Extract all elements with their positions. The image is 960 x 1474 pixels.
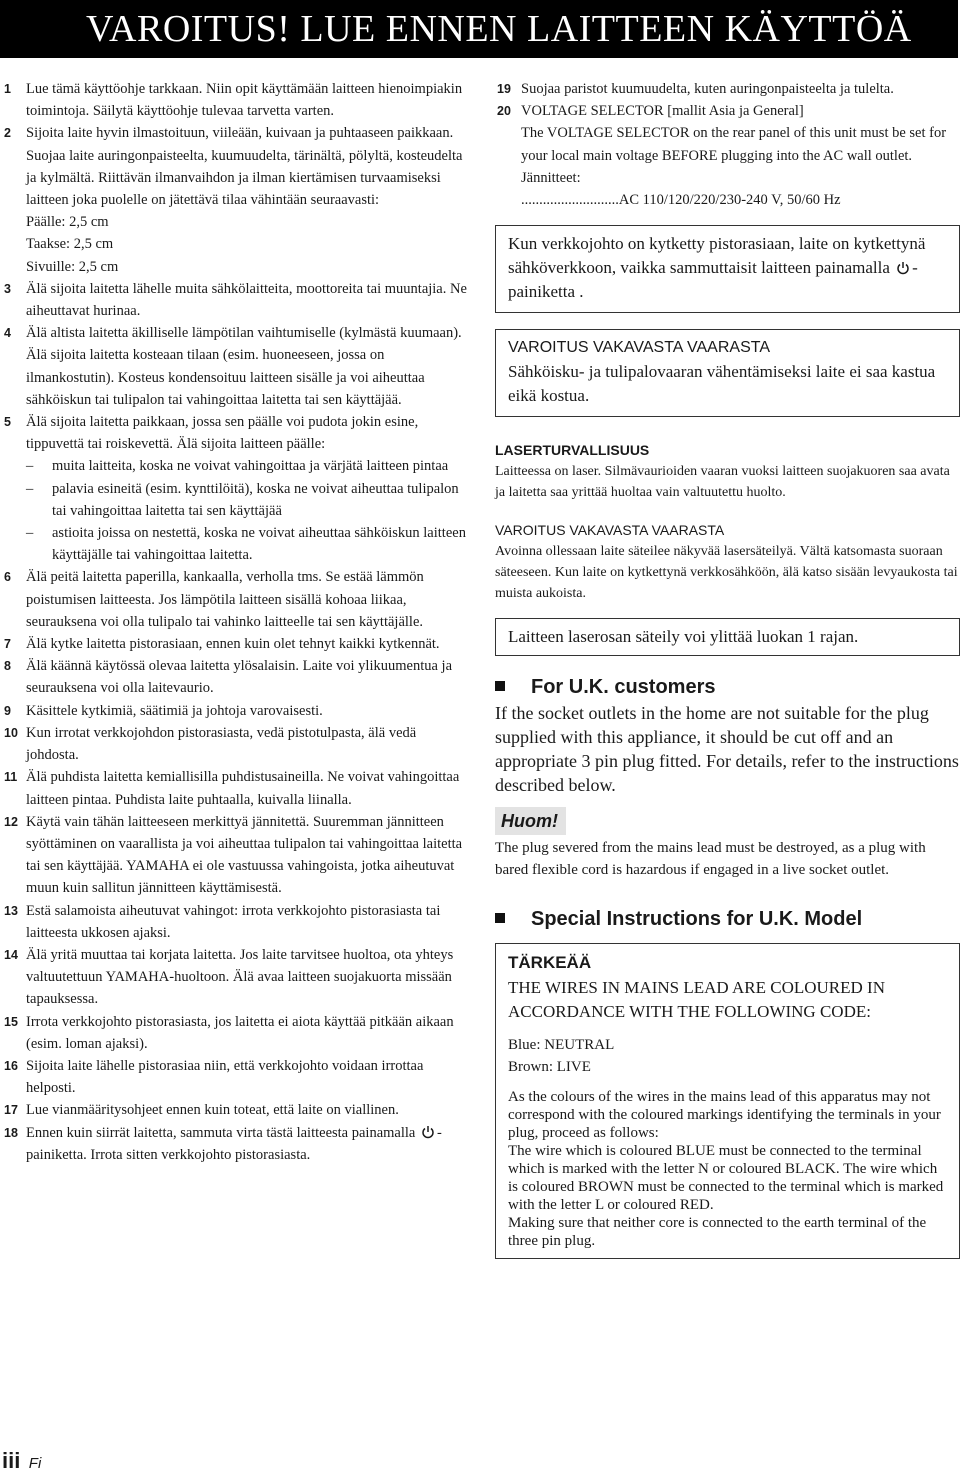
list-item: 20 VOLTAGE SELECTOR [mallit Asia ja General] The VOLTAGE SELECTOR on the rear panel of this unit must be set for your local main voltage BEFORE plugging into the AC wall outlet. Jännitteet: ...........................AC 110/120/220/230-240 V, 50/60 Hz <box>495 100 960 211</box>
list-item: 3 Älä sijoita laitetta lähelle muita sähkölaitteita, moottoreita tai muuntajia. Ne aiheuttavat hurinaa. <box>4 280 467 320</box>
list-item: 17 Lue vianmääritysohjeet ennen kuin toteat, että laite on viallinen. <box>4 1102 399 1119</box>
list-item: 15 Irrota verkkojohto pistorasiasta, jos laitetta ei aiota käyttää pitkään aikaan (esim. loman ajaksi). <box>4 1013 454 1052</box>
warning-box: VAROITUS VAKAVASTA VAARASTA Sähköisku- ja tulipalovaaran vähentämiseksi laite ei saa kastua eikä kostua. <box>495 329 960 417</box>
dash-list-item: – muita laitteita, koska ne voivat vahingoittaa ja värjätä laitteen pintaa <box>26 458 449 475</box>
page-footer <box>2 1448 41 1474</box>
clearance-top: Päälle: 2,5 cm <box>26 214 109 231</box>
important-title: TÄRKEÄÄ <box>508 953 592 973</box>
voltage-values: ...........................AC 110/120/220/230-240 V, 50/60 Hz <box>521 192 841 209</box>
page-number: iii <box>2 1448 21 1473</box>
clearance-back: Taakse: 2,5 cm <box>26 236 114 253</box>
list-item: 11 Älä puhdista laitetta kemiallisilla puhdistusaineilla. Ne voivat vahingoittaa laitteen pintaa. Puhdista laite puhtaalla, kuivalla liinalla. <box>4 769 460 808</box>
uk-customers-heading: For U.K. customers <box>495 674 960 700</box>
list-item: 5 Älä sijoita laitetta paikkaan, jossa sen päälle voi pudota jokin esine, tippuvettä tai roiskevettä. Älä sijoita laitteen päälle: <box>4 414 419 453</box>
square-bullet-icon <box>495 913 505 923</box>
laser-class-box: Laitteen laserosan säteily voi ylittää luokan 1 rajan. <box>495 618 960 656</box>
list-item: 18 Ennen kuin siirrät laitetta, sammuta virta tästä laitteesta painamalla -painiketta. Irrota sitten verkkojohto pistorasiasta. <box>4 1124 442 1163</box>
power-icon <box>421 1125 435 1139</box>
square-bullet-icon <box>495 681 505 691</box>
dash-list-item: – astioita joissa on nestettä, koska ne voivat aiheuttaa sähköiskun laitteen käyttäjälle tai vahingoittaa laitetta. <box>26 525 466 564</box>
right-column: 19 Suojaa paristot kuumuudelta, kuten auringonpaisteelta ja tulelta. 20 VOLTAGE SELECTOR [mallit Asia ja General] The VOLTAGE SELECTOR on the rear panel of this unit must be set for your local main voltage BEFORE plugging into the AC wall outlet. Jännitteet: ...........................AC 110/120/220/230-240 V, 50/60 Hz Kun verkkojohto on kytketty pistorasiaan, laite on kytkettynä sähköverkkoon, vaikka sammuttaisit laitteen painamalla -painiketta . VAROITUS VAKAVASTA VAARASTA Sähköisku- ja tulipalovaaran vähentämiseksi laite ei saa kastua eikä kostua. LASERTURVALLISUUS Laitteessa on laser. Silmävaurioiden vaaran vuoksi laitteen suojakuoren saa avata ja laitetta saa yrittää huoltaa vain valtuutettu huolto. VAROITUS VAKAVASTA VAARASTA Avoinna ollessaan laite säteilee näkyvää lasersäteilyä. Vältä katsomasta suoraan säteeseen. Kun laite on kytkettynä verkkosähköön, älä katso sisään levyaukosta tai muista aukoista. Laitteen laserosan säteily voi ylittää luokan 1 rajan. For U.K. customers If the socket outlets in the home are not suitable for the plug supplied with this appliance, it should be cut off and an appropriate 3 pin plug fitted. For details, refer to the instructions described below. Huom! The plug severed from the mains lead must be destroyed, as a plug with bared flexible cord is hazardous if engaged in a live socket outlet. Special Instructions for U.K. Model TÄRKEÄÄ THE WIRES IN MAINS LEAD ARE COLOURED IN ACCORDANCE WITH THE FOLLOWING CODE: Blue: NEUTRAL Brown: LIVE As the colours of the wires in the mains lead of this apparatus may not correspond with the coloured markings identifying the terminals in your plug, proceed as follows: The wire which is coloured BLUE must be connected to the terminal which is marked with the letter N or coloured BLACK. The wire which is coloured BROWN must be connected to the terminal which is marked with the letter L or coloured RED. Making sure that neither core is connected to the earth terminal of the three pin plug. <box>495 78 960 1259</box>
list-item: 6 Älä peitä laitetta paperilla, kankaalla, verholla tms. Se estää lämmön poistumisen laitteesta. Jos lämpötila laitteen sisällä kohoaa liikaa, seurauksena voi olla tulipalo tai vahinko laitteelle tai sen käyttäjälle. <box>4 569 424 630</box>
list-item: 14 Älä yritä muuttaa tai korjata laitetta. Jos laite tarvitsee huoltoa, ota yhteys valtuutettuun YAMAHA-huoltoon. Älä avaa laitteen suojakuorta missään tapauksessa. <box>4 946 454 1008</box>
laser-safety-heading: LASERTURVALLISUUS <box>495 442 650 459</box>
list-item: 7 Älä kytke laitetta pistorasiaan, ennen kuin olet tehnyt kaikki kytkennät. <box>4 636 440 653</box>
clearance-sides: Sivuille: 2,5 cm <box>26 258 119 275</box>
list-item: 8 Älä käännä käytössä olevaa laitetta ylösalaisin. Laite voi ylikuumentua ja seurauksena voi olla laitevaurio. <box>4 658 453 697</box>
list-item: 12 Käytä vain tähän laitteeseen merkittyä jännitettä. Suuremman jännitteen syöttäminen on vaarallista ja voi aiheuttaa tulipalon tai vahingoittaa laitetta tai sen käyttäjää. YAMAHA ei ole vastuussa vahingoista, jotka aiheutuvat muun kuin sallitun jännitteen käyttämisestä. <box>4 813 463 897</box>
laser-warning-heading: VAROITUS VAKAVASTA VAARASTA <box>495 522 725 539</box>
language-code: Fi <box>28 1455 42 1472</box>
list-item: 4 Älä altista laitetta äkilliselle lämpötilan vaihtumiselle (kylmästä kuumaan). Älä sijoita laitetta kosteaan tilaan (esim. huoneeseen, jossa on ilmankostutin). Kosteus kondensoituu laitteen sisälle ja voi aiheuttaa sähköiskun tai tulipalon tai vahingoittaa laitetta tai sen käyttäjää. <box>4 325 462 408</box>
list-item: 19 Suojaa paristot kuumuudelta, kuten auringonpaisteelta ja tulelta. <box>497 81 894 97</box>
list-item: 9 Käsittele kytkimiä, säätimiä ja johtoja varovaisesti. <box>4 702 323 719</box>
note-label: Huom! <box>495 807 566 835</box>
warning-title: VAROITUS VAKAVASTA VAARASTA <box>508 339 770 357</box>
page-title: VAROITUS! LUE ENNEN LAITTEEN KÄYTTÖÄ <box>0 0 958 58</box>
list-item: 2 Sijoita laite hyvin ilmastoituun, viileään, kuivaan ja puhtaaseen paikkaan. Suojaa laite auringonpaisteelta, kuumuudelta, tärinältä, pölyltä, kosteudelta ja kylmältä. Riittävän ilmanvaihdon ja ilman kiertämisen turvaamiseksi laitteen joka puolelle on jätettävä tilaa vähintään seuraavasti: Päälle: 2,5 cm Taakse: 2,5 cm Sivuille: 2,5 cm <box>0 122 470 277</box>
standby-notice-box: Kun verkkojohto on kytketty pistorasiaan, laite on kytkettynä sähköverkkoon, vaikka sammuttaisit laitteen painamalla -painiketta . <box>495 225 960 313</box>
dash-list-item: – palavia esineitä (esim. kynttilöitä), koska ne voivat aiheuttaa tulipalon tai vahingoittaa laitetta tai sen käyttäjää <box>26 480 459 519</box>
left-column <box>0 78 470 1166</box>
wiring-code-box: TÄRKEÄÄ THE WIRES IN MAINS LEAD ARE COLOURED IN ACCORDANCE WITH THE FOLLOWING CODE: Blue: NEUTRAL Brown: LIVE As the colours of the wires in the mains lead of this apparatus may not correspond with the coloured markings identifying the terminals in your plug, proceed as follows: The wire which is coloured BLUE must be connected to the terminal which is marked with the letter N or coloured BLACK. The wire which is coloured BROWN must be connected to the terminal which is marked with the letter L or coloured RED. Making sure that neither core is connected to the earth terminal of the three pin plug. <box>495 943 960 1259</box>
voltage-selector-title: VOLTAGE SELECTOR [mallit Asia ja General] <box>521 103 804 120</box>
special-instructions-heading: Special Instructions for U.K. Model <box>495 905 960 933</box>
list-item: 13 Estä salamoista aiheutuvat vahingot: irrota verkkojohto pistorasiasta tai laitteesta ukkosen ajaksi. <box>4 902 441 941</box>
list-item: 10 Kun irrotat verkkojohdon pistorasiasta, vedä pistotulpasta, älä vedä johdosta. <box>4 724 417 764</box>
power-icon <box>896 261 910 275</box>
list-item: 16 Sijoita laite lähelle pistorasiaa niin, että verkkojohto voidaan irrottaa helposti. <box>4 1057 424 1097</box>
list-item: 1 Lue tämä käyttöohje tarkkaan. Niin opit käyttämään laitteen hienoimpiakin toimintoja. Säilytä käyttöohje tulevaa tarvetta varten. <box>4 81 463 120</box>
